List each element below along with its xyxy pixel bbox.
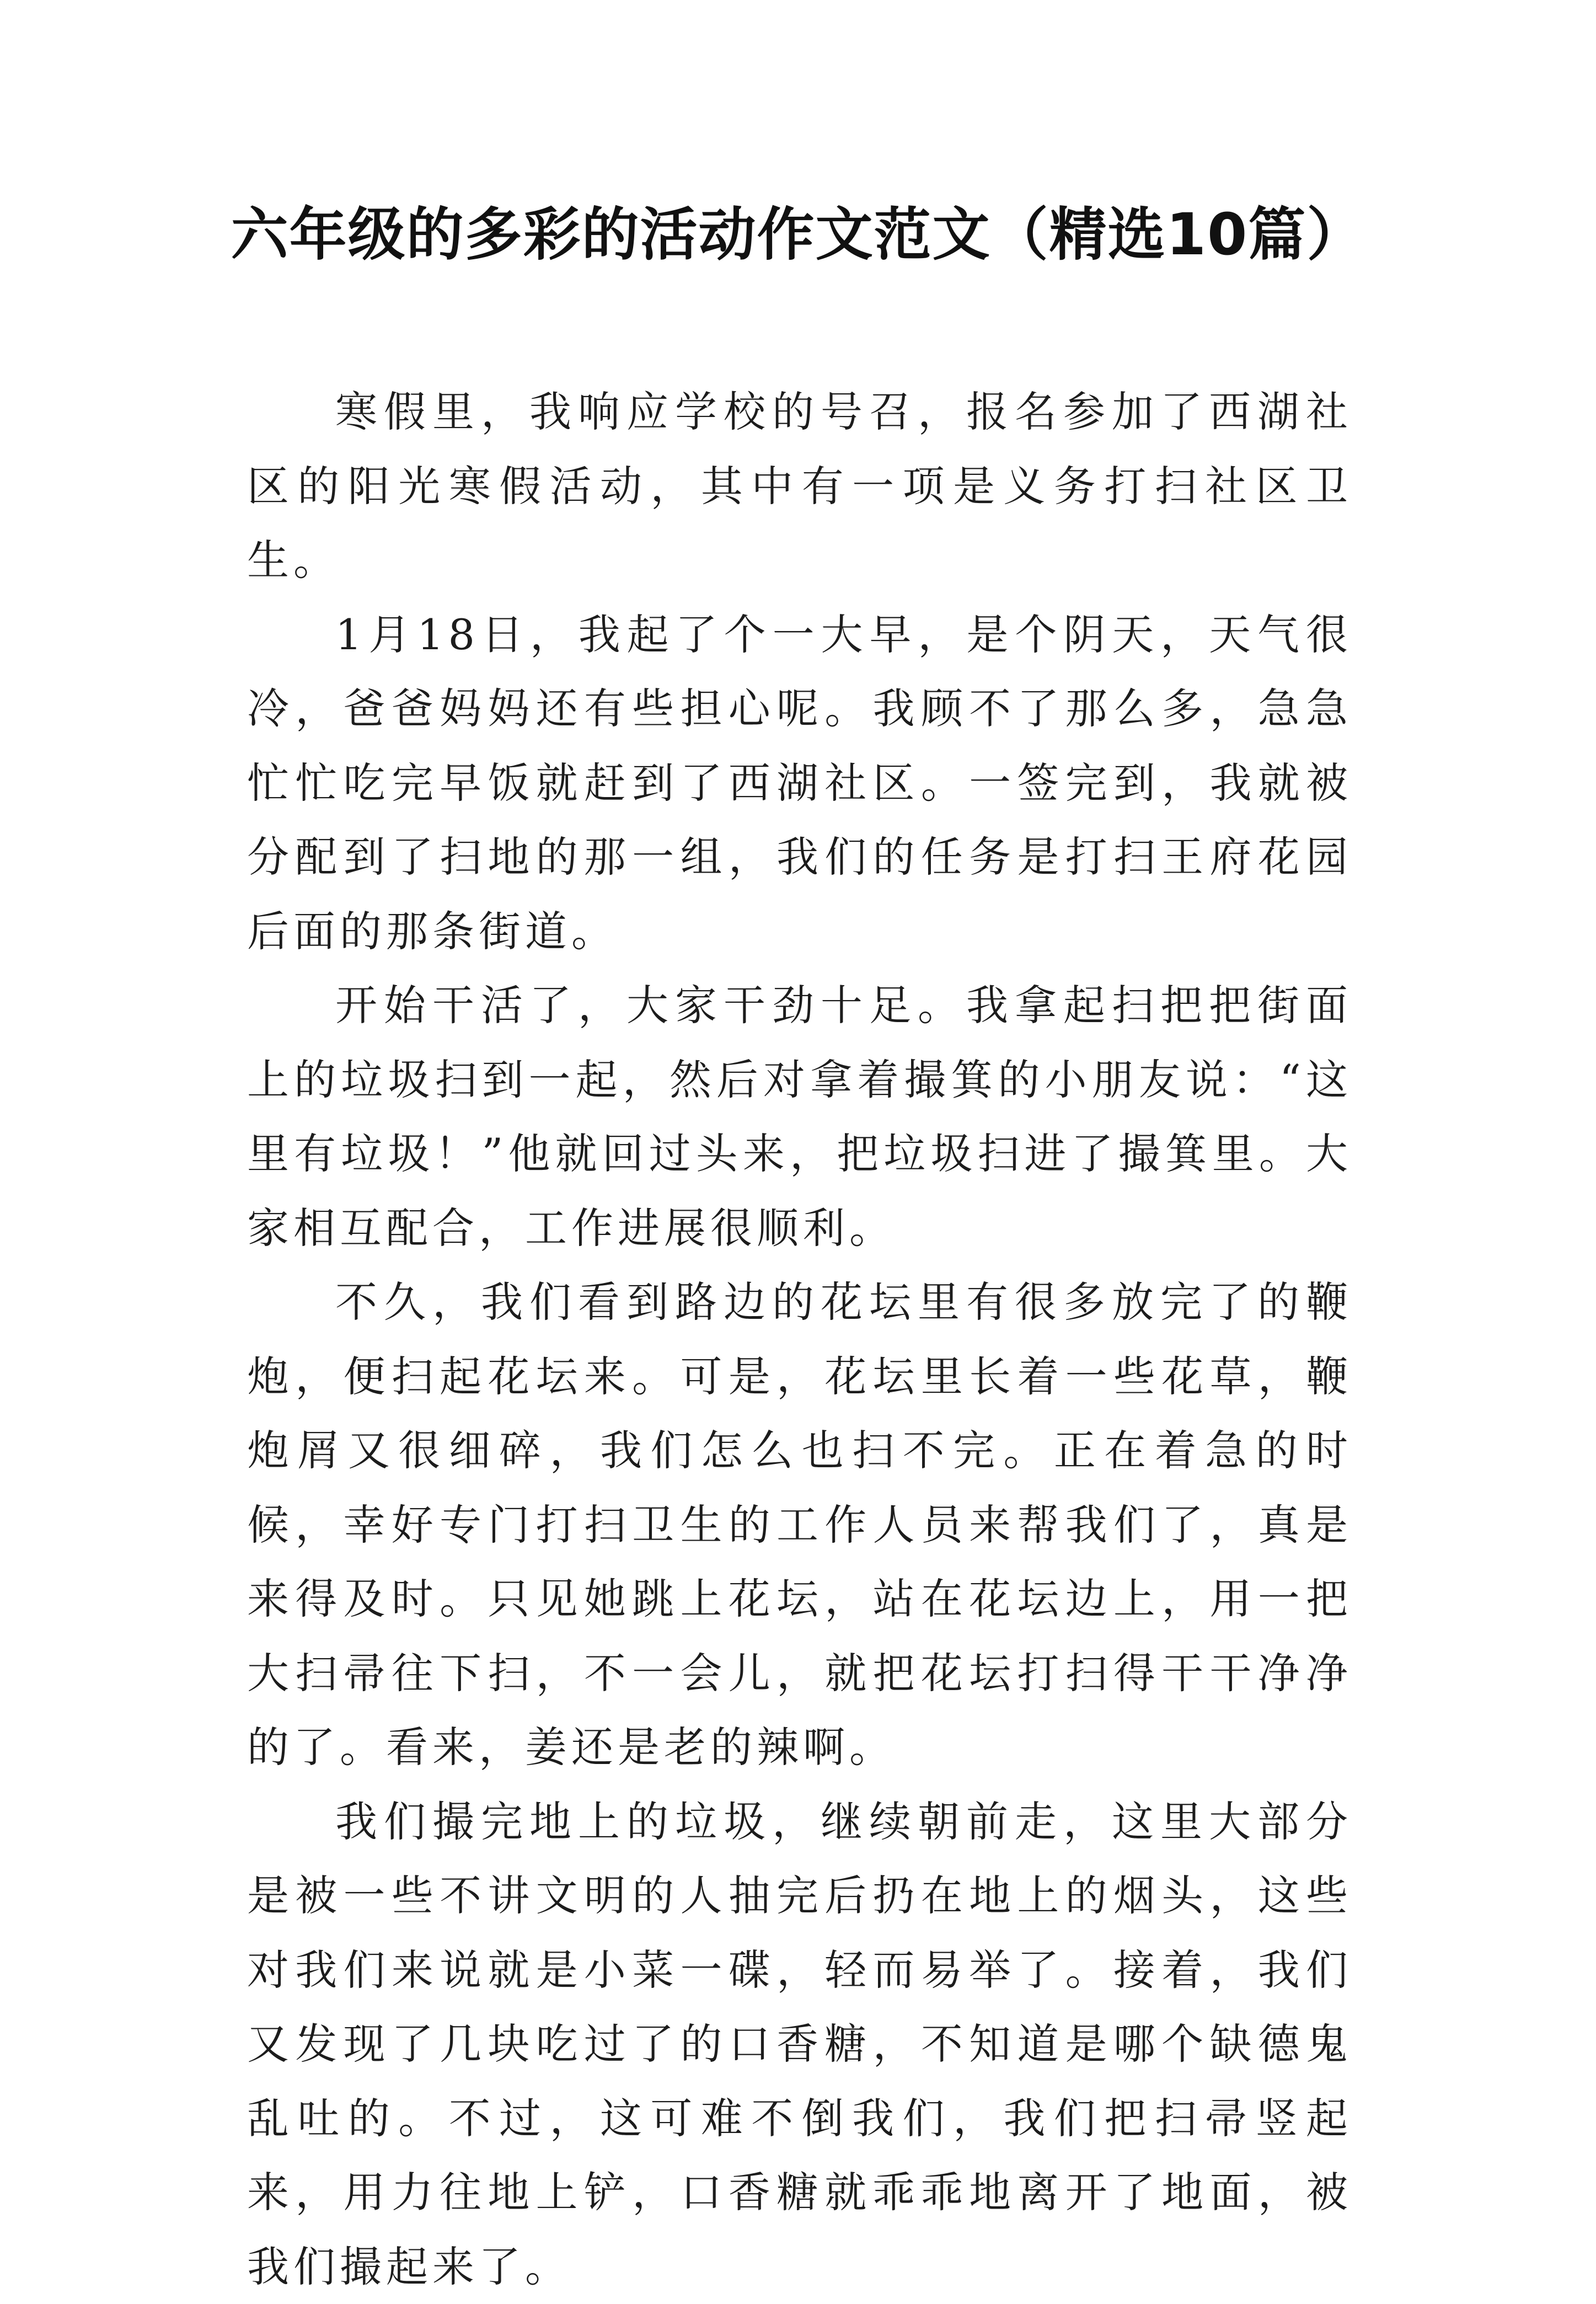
document-body (247, 375, 1352, 2304)
paragraph-3: 开始干活了，大家干劲十足。我拿起扫把把街面上的垃圾扫到一起，然后对拿着撮箕的小朋友说：“这里有垃圾！”他就回过头来，把垃圾扫进了撮箕里。大家相互配合，工作进展很顺利。 (247, 969, 1352, 1265)
paragraph-5: 我们撮完地上的垃圾，继续朝前走，这里大部分是被一些不讲文明的人抽完后扔在地上的烟头，这些对我们来说就是小菜一碟，轻而易举了。接着，我们又发现了几块吃过了的口香糖，不知道是哪个缺德鬼乱吐的。不过，这可难不倒我们，我们把扫帚竖起来，用力往地上铲，口香糖就乖乖地离开了地面，被我们撮起来了。 (247, 1785, 1352, 2304)
paragraph-4: 不久，我们看到路边的花坛里有很多放完了的鞭炮，便扫起花坛来。可是，花坛里长着一些花草，鞭炮屑又很细碎，我们怎么也扫不完。正在着急的时候，幸好专门打扫卫生的工作人员来帮我们了，真是来得及时。只见她跳上花坛，站在花坛边上，用一把大扫帚往下扫，不一会儿，就把花坛打扫得干干净净的了。看来，姜还是老的辣啊。 (247, 1265, 1352, 1785)
paragraph-2: 1月18日，我起了个一大早，是个阴天，天气很冷，爸爸妈妈还有些担心呢。我顾不了那么多，急急忙忙吃完早饭就赶到了西湖社区。一签完到，我就被分配到了扫地的那一组，我们的任务是打扫王府花园后面的那条街道。 (247, 598, 1352, 969)
paragraph-1: 寒假里，我响应学校的号召，报名参加了西湖社区的阳光寒假活动，其中有一项是义务打扫社区卫生。 (247, 375, 1352, 598)
document-title: 六年级的多彩的活动作文范文（精选10篇） (0, 196, 1596, 273)
